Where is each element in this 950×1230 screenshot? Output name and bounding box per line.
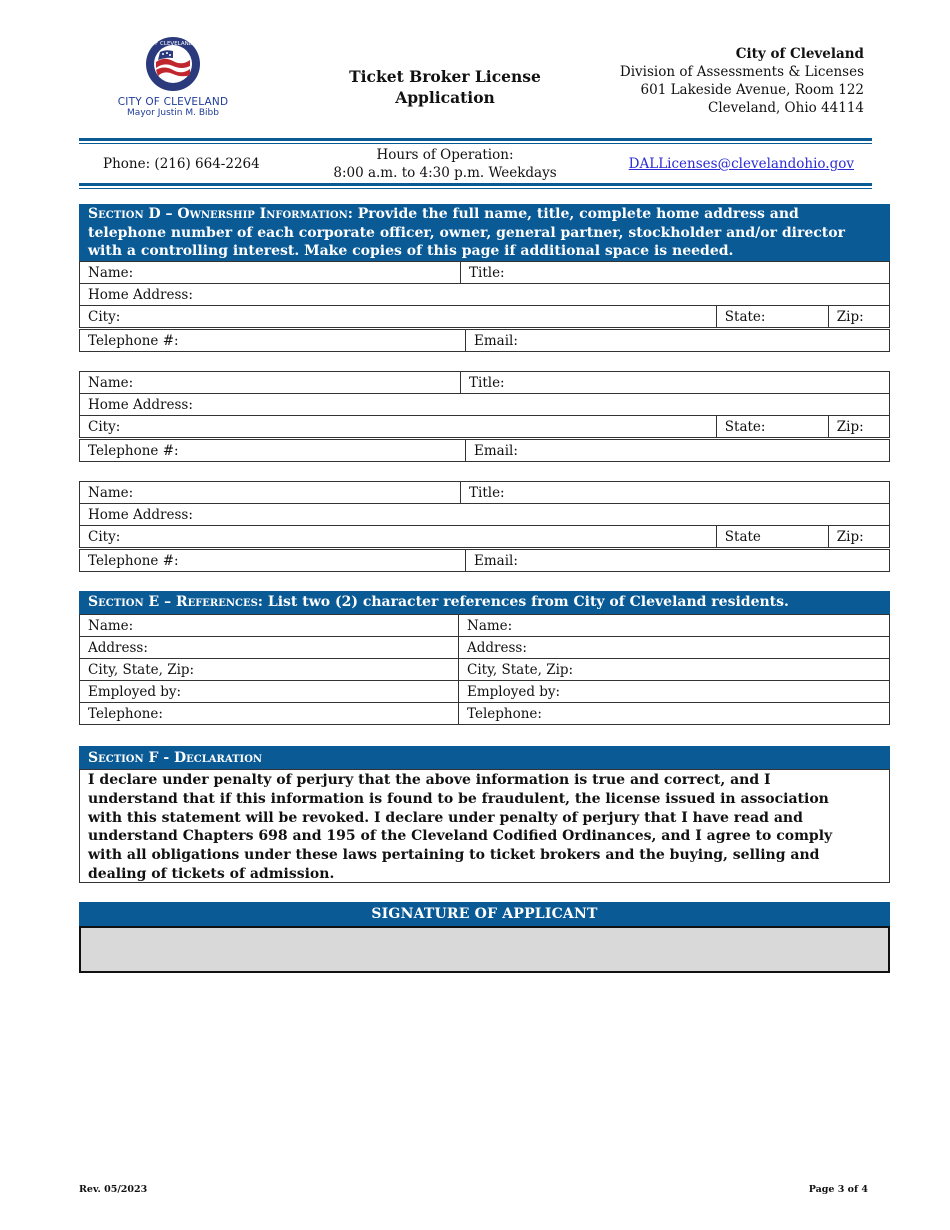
- owner-email-field[interactable]: Email:: [466, 330, 890, 352]
- owner-telephone-field[interactable]: Telephone #:: [80, 550, 466, 572]
- city-seal-icon: [136, 36, 210, 92]
- section-d-header: [79, 204, 890, 261]
- owner-telephone-field[interactable]: Telephone #:: [80, 440, 466, 462]
- contact-divider-thin: [79, 188, 872, 189]
- address-org: City of Cleveland: [735, 46, 864, 62]
- owner-block: [79, 261, 890, 328]
- reference-2-telephone-field[interactable]: Telephone:: [459, 703, 890, 725]
- reference-2-name-field[interactable]: Name:: [459, 615, 890, 637]
- address-division: Division of Assessments & Licenses: [619, 64, 864, 80]
- owner-contact-row: [79, 439, 890, 462]
- owner-block: [79, 481, 890, 548]
- signature-header: SIGNATURE OF APPLICANT: [79, 902, 890, 926]
- section-e-title: Section E – References:: [88, 594, 263, 610]
- section-d-title: Section D – Ownership Information:: [88, 206, 353, 222]
- owner-email-field[interactable]: Email:: [466, 550, 890, 572]
- owner-name-field[interactable]: Name:: [80, 262, 461, 284]
- contact-divider-thick: [79, 183, 872, 186]
- reference-1-city-state-zip-field[interactable]: City, State, Zip:: [80, 659, 459, 681]
- owner-block: [79, 371, 890, 438]
- declaration-text: [79, 769, 890, 883]
- owner-name-field[interactable]: Name:: [80, 372, 461, 394]
- declaration-line: I declare under penalty of perjury that the above information is true and correct, and I: [88, 772, 771, 788]
- references-table: [79, 614, 890, 725]
- address-street: 601 Lakeside Avenue, Room 122: [640, 82, 864, 98]
- reference-1-employer-field[interactable]: Employed by:: [80, 681, 459, 703]
- declaration-line: with this statement will be revoked. I declare under penalty of perjury that I have read and: [88, 809, 803, 826]
- owner-title-field[interactable]: Title:: [461, 262, 890, 284]
- reference-2-city-state-zip-field[interactable]: City, State, Zip:: [459, 659, 890, 681]
- owner-city-field[interactable]: City:: [80, 526, 717, 548]
- contact-email-link[interactable]: DALLicenses@clevelandohio.gov: [628, 156, 854, 172]
- page-number: Page 3 of 4: [808, 1184, 868, 1195]
- logo-ring-text: CITY OF CLEVELAND OHIO: [136, 41, 210, 47]
- owner-home-address-field[interactable]: Home Address:: [80, 394, 890, 416]
- reference-1-telephone-field[interactable]: Telephone:: [80, 703, 459, 725]
- office-address: [620, 45, 864, 117]
- owner-contact-row: [79, 329, 890, 352]
- revision-label: Rev. 05/2023: [79, 1184, 148, 1195]
- reference-2-address-field[interactable]: Address:: [459, 637, 890, 659]
- reference-1-address-field[interactable]: Address:: [80, 637, 459, 659]
- declaration-line: understand Chapters 698 and 195 of the Cleveland Codified Ordinances, and I agree to comply: [88, 828, 833, 845]
- declaration-line: understand that if this information is found to be fraudulent, the license issued in association: [88, 790, 829, 807]
- reference-2-employer-field[interactable]: Employed by:: [459, 681, 890, 703]
- owner-city-field[interactable]: City:: [80, 416, 717, 438]
- reference-1-name-field[interactable]: Name:: [80, 615, 459, 637]
- owner-title-field[interactable]: Title:: [461, 482, 890, 504]
- owner-home-address-field[interactable]: Home Address:: [80, 504, 890, 526]
- owner-zip-field[interactable]: Zip:: [828, 306, 889, 328]
- city-logo: [108, 36, 238, 118]
- logo-mayor-name: Mayor Justin M. Bibb: [127, 108, 219, 118]
- section-d-description: Provide the full name, title, complete home address and telephone number of each corporate officer, owner, general partner, stockholder and/or director with a controlling interest. Make copies of this page if additional space is needed.: [88, 206, 845, 259]
- document-title-line1: Ticket Broker License: [349, 67, 541, 86]
- owner-telephone-field[interactable]: Telephone #:: [80, 330, 466, 352]
- owner-home-address-field[interactable]: Home Address:: [80, 284, 890, 306]
- declaration-line: dealing of tickets of admission.: [88, 865, 335, 882]
- document-title: [330, 66, 560, 108]
- declaration-line: with all obligations under these laws pertaining to ticket brokers and the buying, selling and: [88, 847, 820, 864]
- contact-bar: [79, 146, 872, 182]
- owner-city-field[interactable]: City:: [80, 306, 717, 328]
- section-e-description: List two (2) character references from City of Cleveland residents.: [267, 594, 789, 610]
- signature-field[interactable]: [79, 926, 890, 973]
- hours-value: 8:00 a.m. to 4:30 p.m. Weekdays: [333, 165, 557, 181]
- contact-hours: [307, 146, 583, 182]
- owner-state-field[interactable]: State:: [716, 306, 828, 328]
- owner-name-field[interactable]: Name:: [80, 482, 461, 504]
- owner-title-field[interactable]: Title:: [461, 372, 890, 394]
- section-f-header: [79, 746, 890, 769]
- address-city: Cleveland, Ohio 44114: [708, 100, 864, 116]
- hours-label: Hours of Operation:: [376, 147, 514, 163]
- contact-phone: Phone: (216) 664-2264: [103, 156, 260, 172]
- logo-city-name: CITY OF CLEVELAND: [117, 96, 229, 108]
- header-divider-thin: [79, 143, 872, 144]
- owner-email-field[interactable]: Email:: [466, 440, 890, 462]
- owner-zip-field[interactable]: Zip:: [828, 416, 889, 438]
- header-divider-thick: [79, 138, 872, 141]
- owner-state-field[interactable]: State: [716, 526, 828, 548]
- owner-state-field[interactable]: State:: [716, 416, 828, 438]
- section-e-header: [79, 591, 890, 614]
- document-title-line2: Application: [395, 88, 495, 107]
- owner-zip-field[interactable]: Zip:: [828, 526, 889, 548]
- section-f-title: Section F - Declaration: [88, 750, 263, 766]
- owner-contact-row: [79, 549, 890, 572]
